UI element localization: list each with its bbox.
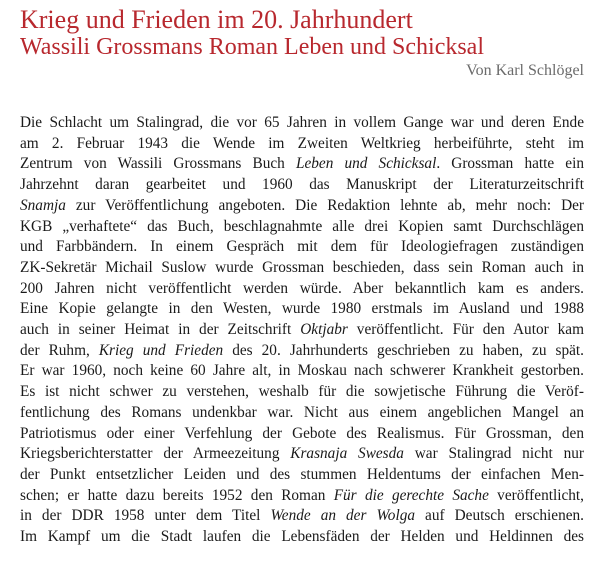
italic-title-text: Leben und Schicksal: [295, 155, 437, 173]
body-text-segment: Patriotismus oder einer Verfehlung der Gebote des Realismus. Für Grossman, den: [20, 424, 584, 442]
body-text-segment: Es ist nicht schwer zu verstehen, weshalb für die sowjetische Führung die Veröf-: [20, 383, 584, 401]
body-line: [20, 465, 584, 486]
italic-title-text: Krieg und Frieden: [98, 341, 224, 359]
body-line: [20, 154, 584, 175]
body-text-segment: der Punkt entsetzlicher Leiden und des stummen Heldentums der einfachen Men-: [20, 465, 584, 483]
italic-title-text: Oktjabr: [300, 321, 348, 339]
italic-title-text: Krasnaja Swesda: [290, 445, 404, 463]
body-text-segment: schen; er hatte dazu bereits 1952 den Roman: [20, 486, 334, 504]
body-text-segment: Er war 1960, noch keine 60 Jahre alt, in Moskau nach schwerer Krankheit gestorben.: [20, 362, 584, 380]
body-text-segment: fentlichung des Romans undenkbar war. Nicht aus einem angeblichen Mangel an: [20, 403, 584, 421]
body-text-segment: 200 Jahren nicht veröffentlicht werden würde. Aber bekanntlich kam es anders.: [20, 279, 584, 297]
body-line: [20, 382, 584, 403]
body-line: [20, 237, 584, 258]
italic-title-text: Für die gerechte Sache: [333, 486, 489, 504]
body-line: [20, 299, 584, 320]
body-line: [20, 279, 584, 300]
italic-title-text: Snamja: [20, 196, 66, 214]
body-text-segment: in der DDR 1958 unter dem Titel: [20, 507, 271, 525]
body-line: [20, 113, 584, 134]
body-line: [20, 506, 584, 527]
body-text-segment: veröffentlicht. Für den Autor kam: [347, 321, 584, 339]
body-text-segment: des 20. Jahrhunderts geschrieben zu haben, zu spät.: [223, 341, 584, 359]
body-line: [20, 175, 584, 196]
body-line: [20, 134, 584, 155]
body-text-segment: der Ruhm,: [20, 341, 99, 359]
body-line: [20, 320, 584, 341]
body-line: [20, 341, 584, 362]
body-line: [20, 196, 584, 217]
body-text-segment: ZK-Sekretär Michail Suslow wurde Grossman beschieden, dass sein Roman auch in: [20, 258, 584, 276]
body-text-segment: Die Schlacht um Stalingrad, die vor 65 Jahren in vollem Gange war und deren Ende: [20, 114, 584, 131]
body-text-segment: auch in seiner Heimat in der Zeitschrift: [20, 321, 301, 339]
article-byline: Von Karl Schlögel: [466, 62, 584, 79]
article-subtitle: Wassili Grossmans Roman Leben und Schicksal: [20, 34, 485, 60]
body-text-segment: auf Deutsch erschienen.: [415, 507, 584, 525]
body-text-segment: Im Kampf um die Stadt laufen die Lebensfäden der Helden und Heldinnen des: [20, 528, 584, 546]
body-line: [20, 486, 584, 507]
body-text-segment: KGB „verhaftete“ das Buch, beschlagnahmte alle drei Kopien samt Durchschlägen: [20, 217, 584, 235]
body-text-segment: und Farbbändern. In einem Gespräch mit dem für Ideologiefragen zuständigen: [20, 238, 584, 256]
article-body: [20, 113, 584, 548]
body-text-segment: Eine Kopie gelangte in den Westen, wurde 1980 erstmals im Ausland und 1988: [20, 300, 584, 318]
body-line: [20, 258, 584, 279]
article-title: Krieg und Frieden im 20. Jahrhundert: [20, 5, 413, 34]
body-line: [20, 403, 584, 424]
body-line: [20, 361, 584, 382]
body-text-segment: veröffentlicht,: [488, 486, 584, 504]
body-text-segment: Jahrzehnt daran gearbeitet und 1960 das Manuskript der Literaturzeitschrift: [20, 176, 584, 194]
body-text-segment: Zentrum von Wassili Grossmans Buch: [20, 155, 296, 173]
body-line: [20, 217, 584, 238]
body-line: [20, 527, 584, 548]
body-text-segment: war Stalingrad nicht nur: [403, 445, 584, 463]
body-text-segment: zur Veröffentlichung angeboten. Die Redaktion lehnte ab, mehr noch: Der: [65, 196, 584, 214]
body-line: [20, 424, 584, 445]
body-text-segment: Kriegsberichterstatter der Armeezeitung: [20, 445, 291, 463]
body-text-segment: am 2. Februar 1943 die Wende im Zweiten Weltkrieg herbeiführte, steht im: [20, 134, 584, 152]
italic-title-text: Wende an der Wolga: [270, 507, 415, 525]
body-text-segment: . Grossman hatte ein: [436, 155, 584, 173]
body-line: [20, 444, 584, 465]
